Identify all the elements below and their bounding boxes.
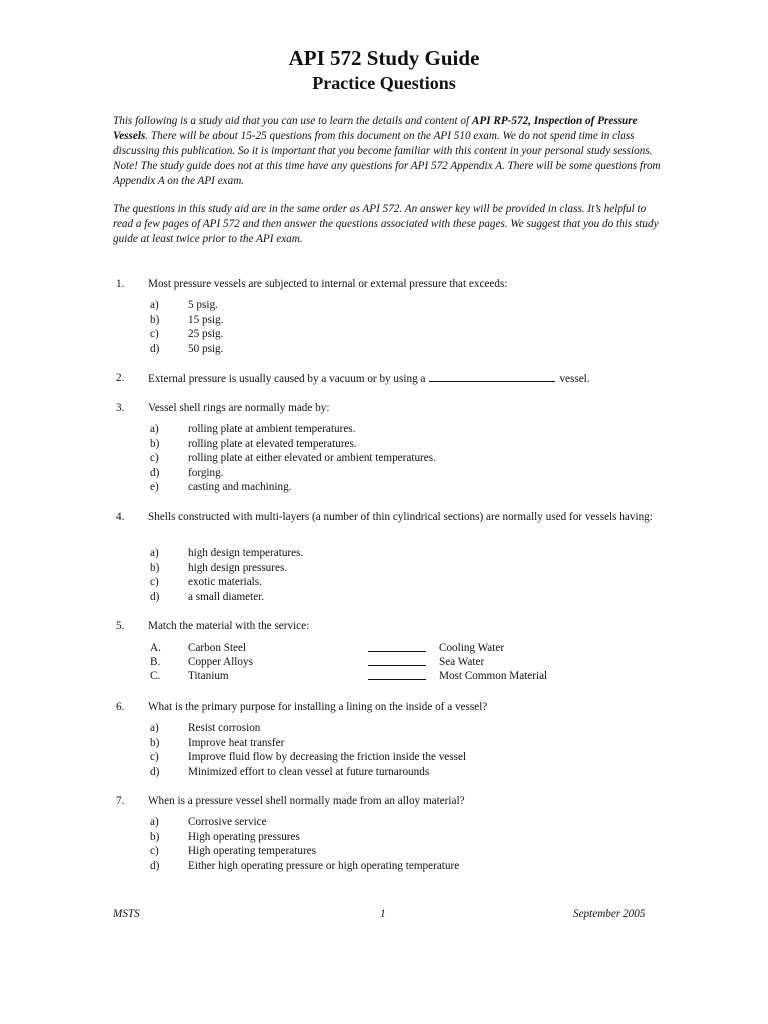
option-text: forging.: [188, 466, 224, 479]
question-number: 3.: [116, 402, 125, 414]
option-letter: d): [150, 342, 160, 355]
question-text-start: External pressure is usually caused by a vacuum or by using a: [148, 373, 426, 385]
option-letter: a): [150, 547, 159, 559]
answer-blank: [368, 651, 426, 652]
question-text: Vessel shell rings are normally made by:: [148, 402, 330, 414]
answer-blank: [368, 665, 426, 666]
option-letter: c): [150, 751, 159, 764]
option-letter: b): [150, 736, 160, 749]
footer-page-number: 1: [380, 908, 386, 920]
page-subtitle: Practice Questions: [312, 73, 456, 93]
option-text: 50 psig.: [188, 342, 224, 355]
option-text: Either high operating pressure or high operating temperature: [188, 859, 460, 872]
option-text: 5 psig.: [188, 299, 218, 311]
option-letter: b): [150, 313, 160, 326]
option-text: casting and machining.: [188, 481, 292, 494]
option-text: Corrosive service: [188, 816, 267, 828]
option-text: High operating pressures: [188, 830, 300, 843]
option-text: rolling plate at either elevated or ambient temperatures.: [188, 452, 436, 465]
option-letter: b): [150, 830, 160, 843]
question-number: 1.: [116, 278, 125, 290]
option-text: High operating temperatures: [188, 845, 316, 858]
service-name: Cooling Water: [439, 642, 505, 654]
option-text: a small diameter.: [188, 590, 265, 603]
question-text: Shells constructed with multi-layers (a number of thin cylindrical sections) are normally used for vessels having:: [148, 511, 653, 523]
option-letter: e): [150, 481, 159, 494]
option-letter: b): [150, 561, 160, 574]
question-text: Most pressure vessels are subjected to internal or external pressure that exceeds:: [148, 278, 508, 290]
intro-text-b: . There will be about 15-25 questions from this document on the API 510 exam. We do not spend time in class discussing this publication. So it is important that you become familiar with this content in your personal study sessions. Note! The study guide does not at this time have any questions for API 572 Appendix A. There will be some questions from Appendix A on the API exam.: [113, 130, 661, 187]
option-text: 25 psig.: [188, 328, 224, 341]
option-letter: a): [150, 722, 159, 734]
option-letter: a): [150, 423, 159, 435]
question-number: 2.: [116, 372, 125, 384]
option-text: Minimized effort to clean vessel at future turnarounds: [188, 765, 430, 778]
answer-blank: [368, 679, 426, 680]
option-letter: c): [150, 845, 159, 858]
material-name: Carbon Steel: [188, 642, 247, 654]
option-letter: d): [150, 765, 160, 778]
option-letter: d): [150, 466, 160, 479]
question-text: When is a pressure vessel shell normally made from an alloy material?: [148, 795, 465, 807]
service-name: Sea Water: [439, 656, 485, 669]
material-name: Copper Alloys: [188, 656, 253, 669]
question-number: 5.: [116, 620, 125, 632]
option-text: 15 psig.: [188, 313, 224, 326]
option-text: Improve heat transfer: [188, 736, 285, 749]
option-text: rolling plate at elevated temperatures.: [188, 437, 357, 450]
intro-paragraph-1: [113, 114, 661, 189]
answer-blank: [429, 371, 555, 382]
option-text: Resist corrosion: [188, 722, 261, 734]
question-text-end: vessel.: [559, 373, 590, 385]
match-letter: B.: [150, 656, 161, 669]
service-name: Most Common Material: [439, 670, 548, 683]
match-letter: C.: [150, 670, 161, 683]
option-text: high design temperatures.: [188, 547, 304, 559]
footer-date: September 2005: [573, 908, 646, 920]
question-number: 7.: [116, 795, 125, 807]
option-letter: d): [150, 859, 160, 872]
question-text: [148, 371, 663, 387]
option-letter: c): [150, 328, 159, 341]
match-letter: A.: [150, 642, 161, 654]
option-text: exotic materials.: [188, 576, 262, 589]
footer-org: MSTS: [113, 908, 140, 920]
question-text: Match the material with the service:: [148, 620, 310, 632]
question-text: What is the primary purpose for installing a lining on the inside of a vessel?: [148, 701, 488, 713]
option-letter: d): [150, 590, 160, 603]
option-text: high design pressures.: [188, 561, 288, 574]
option-letter: a): [150, 299, 159, 311]
option-letter: c): [150, 576, 159, 589]
option-text: rolling plate at ambient temperatures.: [188, 423, 356, 435]
intro-bold-title: API RP-572, Inspection of Pressure Vessels: [113, 115, 638, 142]
intro-paragraph-2: The questions in this study aid are in the same order as API 572. An answer key will be provided in class. It’s helpful to read a few pages of API 572 and then answer the questions associated with these pages. We suggest that you do this study guide at least twice prior to the API exam.: [113, 203, 659, 245]
page-title: API 572 Study Guide: [288, 46, 480, 70]
intro-text-a: This following is a study aid that you can use to learn the details and content of: [113, 115, 472, 127]
option-letter: b): [150, 437, 160, 450]
material-name: Titanium: [188, 670, 229, 683]
option-letter: c): [150, 452, 159, 465]
option-text: Improve fluid flow by decreasing the friction inside the vessel: [188, 751, 467, 764]
question-number: 6.: [116, 701, 125, 713]
question-number: 4.: [116, 511, 125, 523]
option-letter: a): [150, 816, 159, 828]
